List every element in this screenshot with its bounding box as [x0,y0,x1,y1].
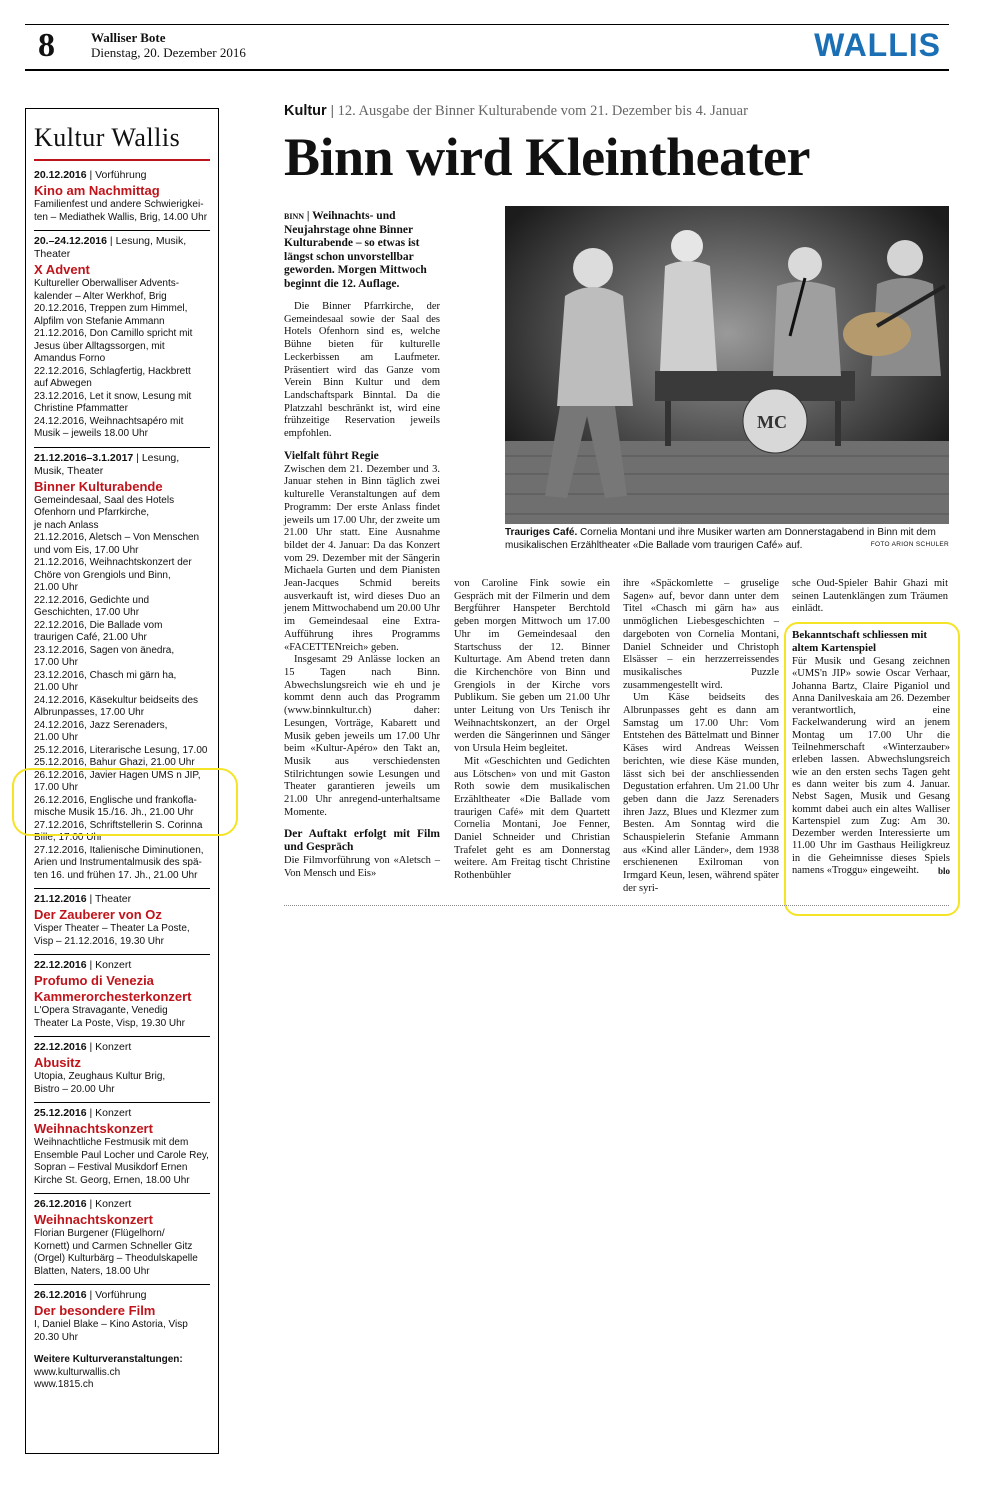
event-date: 21.12.2016–3.1.2017 | Lesung, Musik, Theater [34,451,180,477]
event-date: 22.12.2016 | Konzert [34,1041,132,1053]
event-item [34,165,210,231]
caption-text: Cornelia Montani und ihre Musiker warten am Donnerstagabend in Binn mit dem musikalischen Erzähltheater «Die Ballade vom traurigen Café» auf. [505,527,936,551]
article-bottom-rule [284,905,949,906]
event-description: Utopia, Zeughaus Kultur Brig, Bistro – 20.00 Uhr [34,1071,166,1095]
lead-text: Weihnachts- und Neujahrstage ohne Binner Kulturabende – so etwas ist längst schon unvorstellbar geworden. Morgen Mittwoch beginnt die 12. Auflage. [284,210,427,290]
event-title: X Advent [34,262,90,277]
event-description: Kultureller Oberwalliser Advents- kalender – Alter Werkhof, Brig 20.12.2016, Treppen zum Himmel, Alpfilm von Stefanie Ammann 21.12.2016, Don Camillo spricht mit Jesus über Alltagssorgen, mit Amandus Forno 22.12.2016, Schlagfertig, Hackbrett auf Abwegen 23.12.2016, Let it snow, Lesung mit Christine Pfammatter 24.12.2016, Weihnachtsapéro mit Musik – jeweils 18.00 Uhr [34,278,193,439]
event-date: 26.12.2016 | Konzert [34,1198,132,1210]
newspaper-name: Walliser Bote [91,30,166,45]
sidebar-title: Kultur Wallis [34,123,210,161]
photo-credit: FOTO ARION SCHULER [870,541,949,548]
event-description: Visper Theater – Theater La Poste, Visp – 21.12.2016, 19.30 Uhr [34,923,190,947]
event-item [34,1103,210,1194]
link-kulturwallis[interactable]: www.kulturwallis.ch [34,1366,121,1378]
stage-photo-illustration [505,206,949,524]
link-1815[interactable]: www.1815.ch [34,1379,94,1390]
headline: Binn wird Kleintheater [284,127,810,187]
page-number: 8 [38,27,55,64]
photo-caption [505,527,949,552]
infobox-body: Für Musik und Gesang zeichnen «UMS'n JIP» sowie Oscar Verhaar, Johanna Bartz, Claire Piganiol und Anna Danilveskaia am 26. Dezember verantwortlich, eine Fackelwanderung wird an jenem Montag um 17.00 Uhr die Teilnehmerschaft «Winterzauber» erleben lassen. Abwechslungsreich wie an den ersten sechs Tagen geht es dann weiter bis zum 4. Januar. Nebst Sagen, Musik und Gesang kommt dabei auch ein altes Walliser Kartenspiel zum Zug: Am 30. Dezember werden Interessierte um 11.00 Uhr im Gasthaus Heiligkreuz in die Geheimnisse dieses Spiels namens «Troggu» eingeweiht. [792,656,950,877]
event-title: Kino am Nachmittag [34,183,160,198]
event-date: 21.12.2016 | Theater [34,893,132,905]
event-description: Gemeindesaal, Saal des Hotels Ofenhorn und Pfarrkirche, je nach Anlass 21.12.2016, Aletsch – Von Menschen und vom Eis, 17.00 Uhr 21.12.2016, Weihnachtskonzert der Chöre von Grengiols und Binn, 21.00 Uhr 22.12.2016, Gedichte und Geschichten, 17.00 Uhr 22.12.2016, Die Ballade vom traurigen Café, 21.00 Uhr 23.12.2016, Sagen von änedra, 17.00 Uhr 23.12.2016, Chasch mi gärn ha, 21.00 Uhr 24.12.2016, Käsekultur beidseits des Albrunpasses, 17.00 Uhr 24.12.2016, Jazz Serenaders, 21.00 Uhr 25.12.2016, Literarische Lesung, 17.00 25.12.2016, Bahur Ghazi, 21.00 Uhr 26.12.2016, Javier Hagen UMS n JIP, 17.00 Uhr 26.12.2016, Englische und frankofla- mische Musik 15./16. Jh., 21.00 Uhr 27.12.2016, Schriftstellerin S. Corinna Bille, 17.00 Uhr 27.12.2016, Italienische Diminutionen, Arien und Instrumentalmusik des spä- ten 16. und frühen 17. Jh., 21.00 Uhr [34,494,208,881]
event-title: Profumo di Venezia Kammerorchesterkonzert [34,973,192,1004]
event-item [34,955,210,1037]
article-column-1 [284,210,440,881]
drum-lettering: MC [757,412,787,432]
masthead [25,24,949,71]
event-title: Der Zauberer von Oz [34,907,162,922]
event-title: Binner Kulturabende [34,478,163,494]
more-events-title: Weitere Kulturveranstaltungen: [34,1354,183,1365]
event-item [34,1037,210,1103]
dateline: BINN [284,212,305,221]
paragraph-6: Mit «Geschichten und Gedichten aus Lötschen» von und mit Gaston Roth sowie dem musikalischen Erzähltheater «Die Ballade vom traurigen Café» mit dem Quartett Cornelia Montani, Joe Fenner, Daniel Schneider und Christian Trafelet geht es am Donnerstag weitere. Am Freitag tischt Christine Rothenbühler [454,755,610,882]
paragraph-1: Die Binner Pfarrkirche, der Gemeindesaal sowie der Saal des Hotels Ofenhorn sind es, welche Bühne bieten für kulturelle Leckerbissen am Laufmeter. Präsentiert wird das Ganze vom Verein Binn Kultur und dem Landschaftspark Binntal. Da die Platzzahl beschränkt ist, wird eine frühzeitige Reservation jeweils empfohlen. [284,301,440,440]
event-date: 22.12.2016 | Konzert [34,959,132,971]
paragraph-5: von Caroline Fink sowie ein Gespräch mit der Filmerin und dem Bergführer Hanspeter Berchtold geben morgen Mittwoch um 17.00 Uhr im Gemeindesaal den Startschuss der 12. Binner Kulturtage. Am Abend treten dann die Kirchenchöre von Binn und Grengiols in der Kirche vors Publikum. Sie geben um 21.00 Uhr unter Leitung von Urs Tenisch ihr Weihnachtskonzert, an der Orgel werden die Sängerinnen und Sänger von Ursula Heim begleitet. [454,578,610,755]
paragraph-2: Zwischen dem 21. Dezember und 3. Januar stehen in Binn täglich zwei kulturelle Veranstaltungen auf dem Programm: Der erste Anlass findet jeweils um 17.00 Uhr, der zweite um 21.00 Uhr statt. Eine Ausnahme bildet der 4. Januar: Da das Konzert vom 29. Dezember mit der Sängerin Michaela Gurten und dem Pianisten Jean-Jacques Schmid bereits ausverkauft ist, wird dieses Duo an jenem Mittwochabend um 20.00 Uhr im Gemeindesaal eine Extra-Aufführung ihres Programms «FACETTENreich» geben. [284,463,440,653]
article-lead: BINN | Weihnachts- und Neujahrstage ohne Binner Kulturabende – so etwas ist längst schon unvorstellbar geworden. Morgen Mittwoch beginnt die 12. Auflage. [284,210,427,290]
event-list [34,165,210,1350]
event-title: Weihnachtskonzert [34,1212,153,1227]
event-title: Weihnachtskonzert [34,1121,153,1136]
event-description: Weihnachtliche Festmusik mit dem Ensemble Paul Locher und Carole Rey, Sopran – Festival Musikdorf Ernen Kirche St. Georg, Ernen, 18.00 Uhr [34,1137,209,1186]
event-description: I, Daniel Blake – Kino Astoria, Visp 20.30 Uhr [34,1319,188,1343]
article-kicker [284,103,748,120]
event-description: Florian Burgener (Flügelhorn/ Kornett) und Carmen Schneller Gitz (Orgel) Kulturbärg – Theodulskapelle Blatten, Naters, 18.00 Uhr [34,1228,198,1277]
author-signature: blo [937,866,950,877]
event-title: Der besondere Film [34,1303,156,1318]
paragraph-3: Insgesamt 29 Anlässe locken an 15 Tagen nach Binn. Abwechslungsreich wie eh und je kommt denn auch das Programm (www.binnkultur.ch) daher: Lesungen, Vorträge, Kabarett und Musik geben jeweils um 17.00 Uhr beim «Kultur-Apéro» den Takt an, Musik aus verschiedensten Stilrichtungen sowie Lesungen und Theater garantieren jeweils um 21.00 Uhr anregend-unterhaltsame Momente. [284,654,440,818]
paragraph-4: Die Filmvorführung von «Aletsch – Von Mensch und Eis» [284,855,440,880]
article-column-2 [454,578,610,883]
event-date: 20.–24.12.2016 | Lesung, Musik, Theater [34,235,187,260]
event-item [34,231,210,448]
event-description: L'Opera Stravagante, Venedig Theater La Poste, Visp, 19.30 Uhr [34,1005,186,1029]
kicker-text: 12. Ausgabe der Binner Kulturabende vom 21. Dezember bis 4. Januar [337,103,748,119]
infobox-text [792,656,950,877]
paragraph-9: sche Oud-Spieler Bahir Ghazi mit seinen Lautenklängen zum Träumen einlädt. [792,578,948,615]
more-events [34,1350,210,1392]
subhead-vielfalt: Vielfalt führt Regie [284,449,379,462]
kicker-keyword: Kultur [284,103,327,119]
event-item [34,889,210,955]
event-date: 26.12.2016 | Vorführung [34,1289,147,1301]
event-item [34,1194,210,1285]
infobox [792,629,950,877]
event-date: 25.12.2016 | Konzert [34,1107,132,1119]
infobox-title: Bekanntschaft schliessen mit altem Kartenspiel [792,629,928,654]
article-column-3 [623,578,779,896]
issue-date: Dienstag, 20. Dezember 2016 [91,45,246,60]
caption-title: Trauriges Café. [505,527,578,538]
highlight-marker-sidebar [12,768,238,836]
subhead-auftakt: Der Auftakt erfolgt mit Film und Gespräch [284,828,440,854]
paragraph-8: Um Käse beidseits des Albrunpasses geht es dann am Samstag um 17.00 Uhr: Vom Entstehen des Bättelmatt und Binner Käses wird Andreas Weissen berichten, wie diese Käse munden, lässt sich bei der anschliessenden Degustation erfahren. Um 21.00 Uhr geben dann die Jazz Serenaders ihren Jazz, Blues und Klezmer zum Besten. Am Sonntag wird die Schauspielerin Stefanie Ammann aus «Kind aller Länder», dem 1938 erschienenen Exilroman von Irmgard Keun, lesen, während später der syri- [623,692,779,894]
paragraph-7: ihre «Späckomlette – gruselige Sagen» auf, bevor dann unter dem Titel «Chasch mi gärn ha» aus unmöglichen Liebesgeschichten – dargeboten von Cornelia Montani, Daniel Schneider und Christoph Elsässer – ein herzzerreissendes musikalisches Puzzle zusammengestellt wird. [623,578,779,691]
article-column-4 [792,578,948,616]
event-item [34,1285,210,1350]
event-date: 20.12.2016 | Vorführung [34,169,147,181]
section-name: WALLIS [814,27,941,63]
event-title: Abusitz [34,1055,81,1070]
event-description: Familienfest und andere Schwierigkei- ten – Mediathek Wallis, Brig, 14.00 Uhr [34,199,208,223]
article-photo [505,206,949,524]
kicker-separator: | [330,103,334,119]
